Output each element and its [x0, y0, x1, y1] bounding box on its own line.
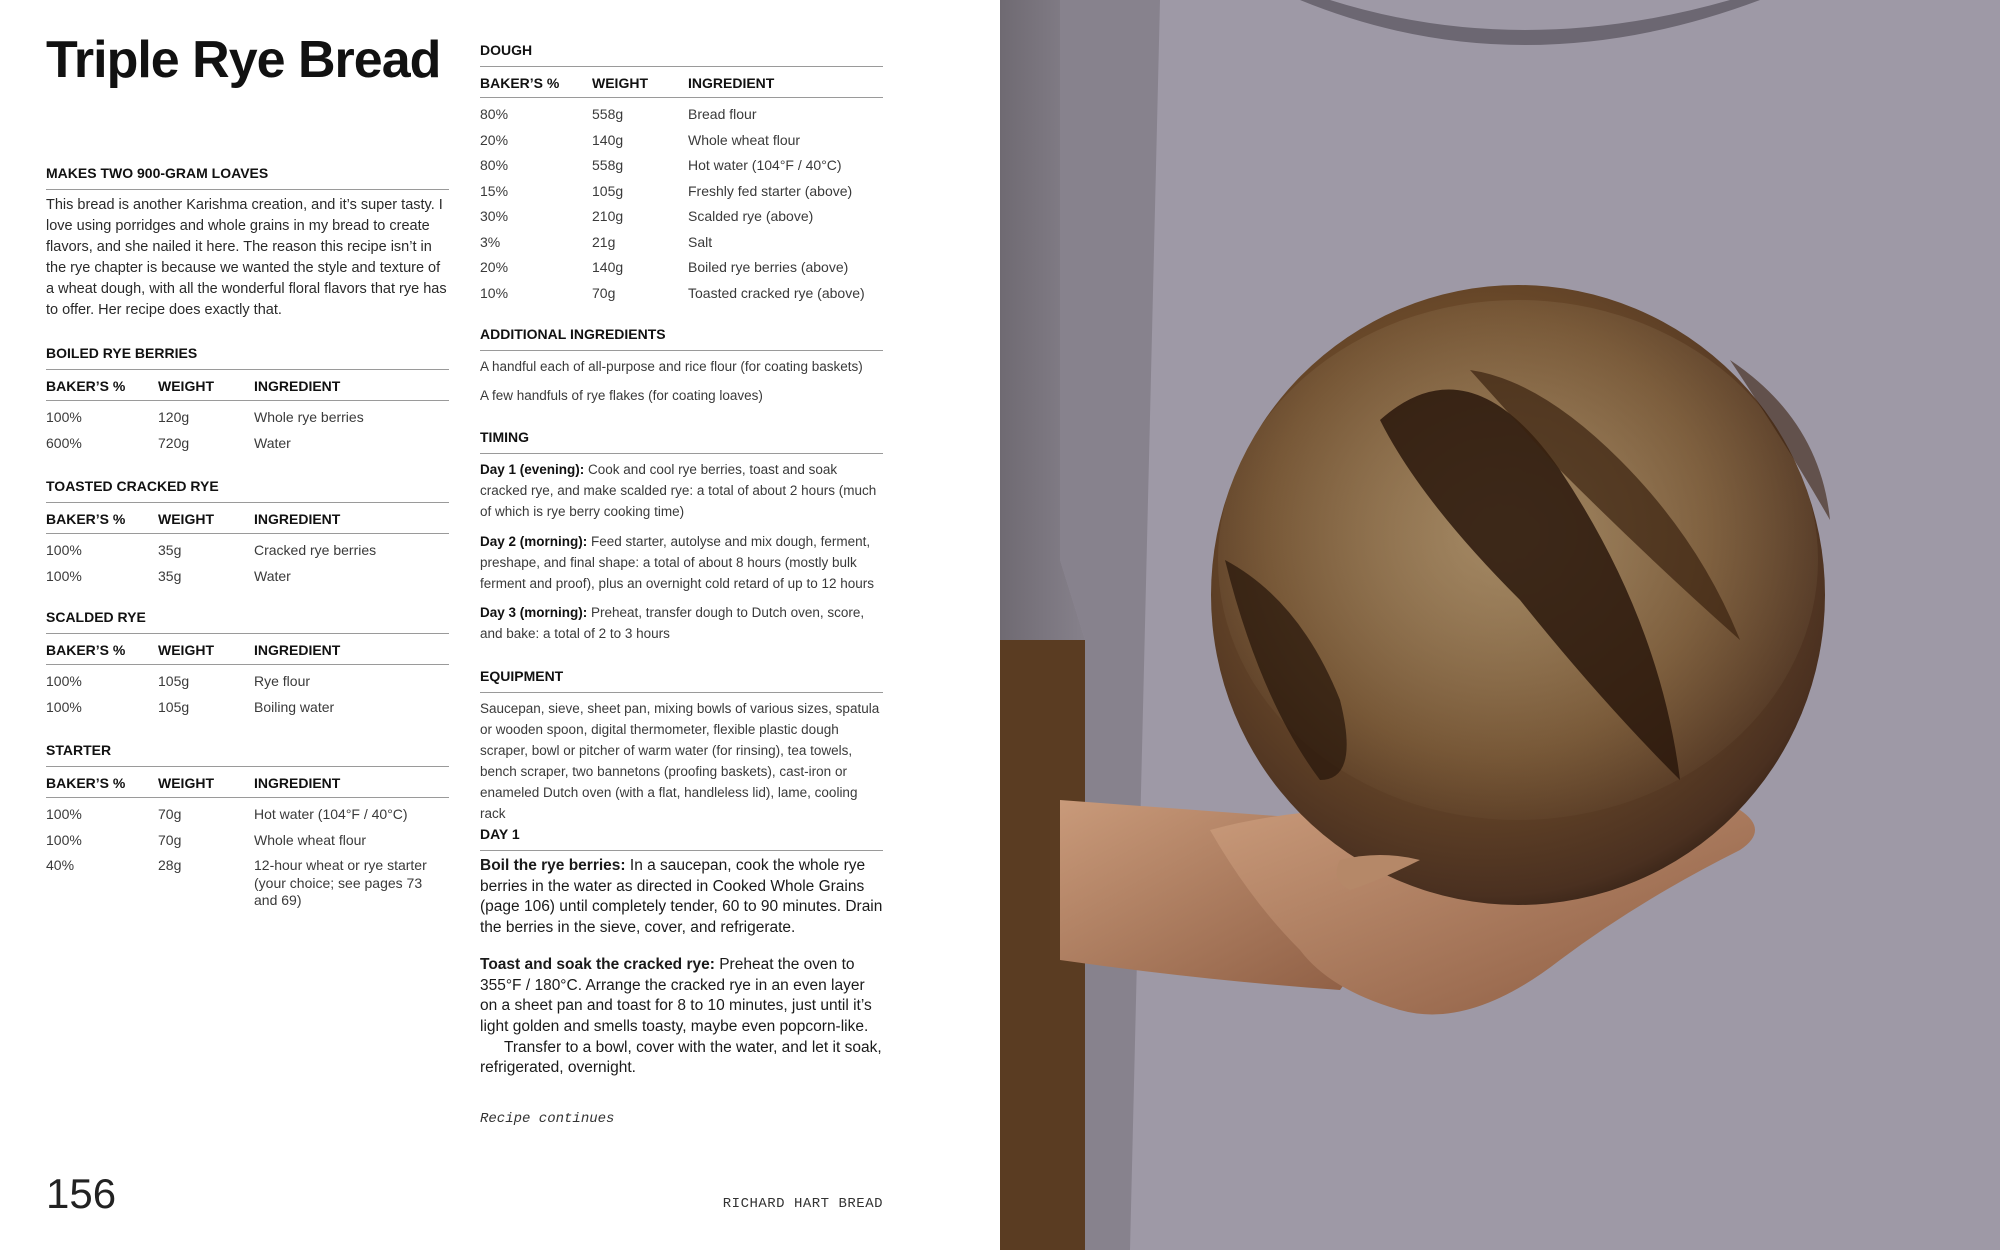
weight: 105g [158, 698, 190, 715]
bread-photo [1000, 0, 2000, 1250]
table-row [46, 405, 449, 431]
table-heading: DOUGH [480, 40, 883, 67]
ingredient: Hot water (104°F / 40°C) [254, 806, 408, 822]
table-row [480, 255, 883, 281]
weight: 140g [592, 131, 624, 148]
weight: 720g [158, 434, 190, 451]
col-ingredient: INGREDIENT [688, 75, 775, 91]
col-weight: WEIGHT [592, 75, 648, 91]
equipment-heading: EQUIPMENT [480, 666, 883, 693]
running-footer: RICHARD HART BREAD [722, 1196, 883, 1212]
bakers-percent: 80% [480, 106, 509, 122]
weight: 210g [592, 208, 624, 224]
weight: 558g [592, 106, 624, 122]
timing-day-1 [480, 459, 883, 522]
timing-day-3 [480, 602, 883, 644]
timing-text: Cook and cool rye berries, toast and soak cracked rye, and make scalded rye: a total of about 2 hours (much of which is rye berry cooking time) [480, 461, 877, 519]
ingredient: Hot water (104°F / 40°C) [688, 157, 842, 173]
timing-label: Day 1 (evening): [480, 461, 585, 477]
ingredient: Boiled rye berries (above) [688, 259, 849, 275]
bakers-percent: 100% [46, 673, 82, 689]
equipment-section [480, 666, 883, 824]
weight: 21g [592, 233, 616, 250]
weight: 70g [158, 831, 182, 848]
table-row [46, 828, 449, 854]
intro-paragraph: This bread is another Karishma creation, and it’s super tasty. I love using porridges and whole grains in my bread to create flavors, and she nailed it here. The reason this recipe isn’t in the rye chapter is because we wanted the style and texture of a wheat dough, with all the wonderful floral flavors that rye has to offer. Her recipe does exactly that. [46, 196, 447, 318]
table-row [46, 431, 449, 457]
table-toasted-cracked-rye [46, 476, 449, 589]
bakers-percent: 100% [46, 542, 82, 558]
table-boiled-rye-berries [46, 343, 449, 456]
additional-item: A few handfuls of rye flakes (for coating loaves) [480, 387, 763, 403]
bakers-percent: 20% [480, 131, 509, 148]
step-label: Toast and soak the cracked rye: [480, 955, 715, 973]
bakers-percent: 100% [46, 567, 82, 584]
table-row [480, 204, 883, 230]
table-row [480, 179, 883, 205]
additional-item: A handful each of all-purpose and rice flour (for coating baskets) [480, 358, 863, 374]
step-text: Preheat the oven to 355°F / 180°C. Arrange the cracked rye in an even layer on a sheet pan and toast for 8 to 10 minutes, just until it’s light golden and smells toasty, maybe even popcorn-like. [480, 955, 872, 1035]
col-ingredient: INGREDIENT [254, 642, 341, 658]
bakers-percent: 30% [480, 208, 509, 224]
table-row [480, 153, 883, 179]
additional-heading: ADDITIONAL INGREDIENTS [480, 324, 883, 351]
col-bakers-percent: BAKER’S % [480, 75, 560, 91]
table-row [46, 802, 449, 828]
ingredient: Salt [688, 233, 713, 250]
table-row [480, 102, 883, 128]
weight: 70g [158, 806, 182, 822]
col-weight: WEIGHT [158, 642, 214, 658]
bakers-percent: 20% [480, 259, 509, 275]
table-header [46, 767, 449, 798]
table-starter [46, 740, 449, 910]
table-row [46, 669, 449, 695]
col-ingredient: INGREDIENT [254, 378, 341, 394]
col-ingredient: INGREDIENT [254, 511, 341, 527]
weight: 70g [592, 284, 616, 301]
table-row [46, 538, 449, 564]
table-heading: TOASTED CRACKED RYE [46, 476, 449, 503]
col-weight: WEIGHT [158, 511, 214, 527]
ingredient: Water [254, 434, 291, 451]
ingredient: Whole wheat flour [254, 831, 367, 848]
col-ingredient: INGREDIENT [254, 775, 341, 791]
yield-heading: MAKES TWO 900-GRAM LOAVES [46, 163, 449, 190]
weight: 105g [158, 673, 190, 689]
ingredient: 12-hour wheat or rye starter (your choice; see pages 73 and 69) [254, 857, 427, 908]
timing-text: Preheat, transfer dough to Dutch oven, score, and bake: a total of 2 to 3 hours [480, 604, 865, 641]
ingredient: Toasted cracked rye (above) [688, 284, 865, 301]
day1-section [480, 824, 883, 1079]
bakers-percent: 40% [46, 857, 75, 873]
bakers-percent: 100% [46, 831, 82, 848]
table-row [46, 695, 449, 721]
table-header [480, 67, 883, 98]
ingredient: Rye flour [254, 673, 311, 689]
table-heading: STARTER [46, 740, 449, 767]
weight: 35g [158, 567, 182, 584]
ingredient: Boiling water [254, 698, 335, 715]
bakers-percent: 100% [46, 409, 82, 425]
col-bakers-percent: BAKER’S % [46, 642, 126, 658]
yield-section [46, 163, 449, 321]
bakers-percent: 600% [46, 434, 82, 451]
ingredient: Bread flour [688, 106, 757, 122]
page-number: 156 [46, 1170, 117, 1217]
table-heading: BOILED RYE BERRIES [46, 343, 449, 370]
col-weight: WEIGHT [158, 378, 214, 394]
photo-illustration [1000, 0, 2000, 1250]
step-continuation: Transfer to a bowl, cover with the water, and let it soak, refrigerated, overnight. [480, 1038, 882, 1077]
weight: 105g [592, 182, 624, 199]
table-dough [480, 40, 883, 306]
table-row [480, 281, 883, 307]
ingredient: Whole wheat flour [688, 131, 801, 148]
table-row [480, 230, 883, 256]
col-bakers-percent: BAKER’S % [46, 775, 126, 791]
col-bakers-percent: BAKER’S % [46, 511, 126, 527]
timing-label: Day 3 (morning): [480, 604, 588, 620]
equipment-text: Saucepan, sieve, sheet pan, mixing bowls of various sizes, spatula or wooden spoon, digital thermometer, flexible plastic dough scraper, bowl or pitcher of warm water (for rinsing), tea towels, bench scraper, two bannetons (proofing baskets), cast-iron or enameled Dutch oven (with a flat, handleless lid), lame, cooling rack [480, 700, 880, 821]
bakers-percent: 100% [46, 806, 82, 822]
col-bakers-percent: BAKER’S % [46, 378, 126, 394]
step-label: Boil the rye berries: [480, 857, 626, 874]
table-header [46, 370, 449, 401]
bakers-percent: 15% [480, 182, 509, 199]
bakers-percent: 10% [480, 284, 509, 301]
timing-section [480, 427, 883, 644]
ingredient: Cracked rye berries [254, 542, 377, 558]
bakers-percent: 3% [480, 233, 501, 250]
recipe-continues: Recipe continues [480, 1111, 615, 1127]
timing-text: Feed starter, autolyse and mix dough, ferment, preshape, and final shape: a total of about 8 hours (mostly bulk ferment and proof), plus an overnight cold retard of up to 12 hours [480, 533, 874, 591]
col-weight: WEIGHT [158, 775, 214, 791]
weight: 558g [592, 157, 624, 173]
step-toast [480, 939, 883, 1038]
bakers-percent: 100% [46, 698, 82, 715]
table-scalded-rye [46, 607, 449, 720]
weight: 35g [158, 542, 182, 558]
table-row [46, 564, 449, 590]
table-row [480, 128, 883, 154]
ingredient: Water [254, 567, 291, 584]
table-row [46, 853, 449, 910]
additional-ingredients-section [480, 324, 883, 406]
ingredient: Whole rye berries [254, 409, 364, 425]
timing-heading: TIMING [480, 427, 883, 454]
step-boil [480, 851, 883, 939]
step-text: In a saucepan, cook the whole rye berries in the water as directed in Cooked Whole Grains (page 106) until completely tender, 60 to 90 minutes. Drain the berries in the sieve, cover, and refrigerate. [480, 857, 883, 937]
weight: 28g [158, 857, 182, 873]
bakers-percent: 80% [480, 157, 509, 173]
ingredient: Freshly fed starter (above) [688, 182, 853, 199]
timing-day-2 [480, 531, 883, 594]
recipe-title: Triple Rye Bread [46, 31, 441, 89]
weight: 120g [158, 409, 190, 425]
timing-label: Day 2 (morning): [480, 533, 588, 549]
ingredient: Scalded rye (above) [688, 208, 814, 224]
table-heading: SCALDED RYE [46, 607, 449, 634]
day1-heading: DAY 1 [480, 824, 883, 851]
table-header [46, 503, 449, 534]
weight: 140g [592, 259, 624, 275]
table-header [46, 634, 449, 665]
